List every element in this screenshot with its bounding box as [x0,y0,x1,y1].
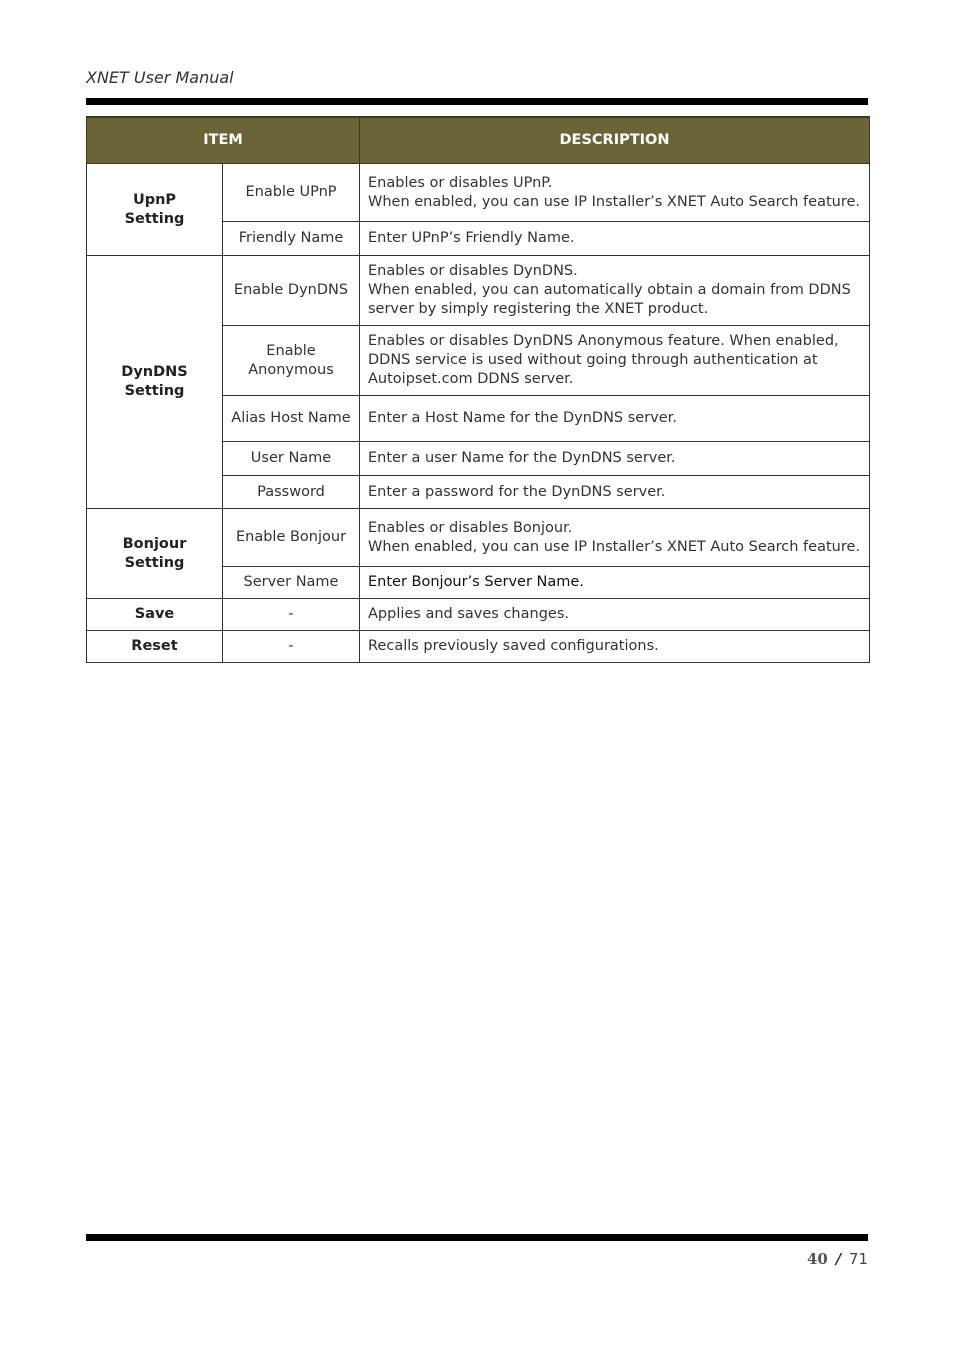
header-rule [86,98,868,105]
item-cell: Password [223,476,360,509]
table-row [87,631,870,663]
description-cell: Enter a Host Name for the DynDNS server. [360,396,870,442]
description-cell [360,164,870,222]
item-cell: Alias Host Name [223,396,360,442]
group-label-line: Bonjour [122,535,187,552]
table-header-row [87,117,870,164]
description-cell: Applies and saves changes. [360,599,870,631]
description-line: When enabled, you can automatically obtain a domain from DDNS server by simply registering the XNET product. [368,282,851,317]
page-total: 71 [848,1250,868,1268]
description-line: When enabled, you can use IP Installer’s XNET Auto Search feature. [368,193,861,210]
column-header-item: ITEM [87,117,360,164]
table-row [87,509,870,567]
description-line: Enables or disables Bonjour. [368,519,573,536]
page-current: 40 [806,1250,828,1268]
group-label-dyndns [87,256,223,509]
item-line: Enable [266,342,316,359]
item-cell: Enable UPnP [223,164,360,222]
group-label-line: Setting [124,210,185,227]
page-number [807,1250,868,1268]
item-cell [223,326,360,396]
footer-rule [86,1234,868,1241]
column-header-description: DESCRIPTION [360,117,870,164]
group-label-line: UpnP [132,191,177,208]
description-cell: Enter a user Name for the DynDNS server. [360,442,870,476]
group-label-line: DynDNS [121,364,188,380]
item-cell: Server Name [223,567,360,599]
group-label-line: Setting [124,554,185,571]
page-separator: / [835,1250,842,1268]
description-line: Enables or disables UPnP. [368,174,553,191]
document-header-title: XNET User Manual [86,68,234,87]
description-line: When enabled, you can use IP Installer’s XNET Auto Search feature. [368,538,861,555]
table-row [87,164,870,222]
description-cell: Enter a password for the DynDNS server. [360,476,870,509]
settings-table [86,116,870,663]
description-cell [360,256,870,326]
description-cell: Enter UPnP’s Friendly Name. [360,222,870,256]
item-cell: - [223,631,360,663]
group-label-line: Setting [124,383,185,399]
item-line: Anonymous [248,361,334,378]
table-row [87,256,870,326]
group-label-save: Save [87,599,223,631]
description-cell [360,509,870,567]
group-label-bonjour [87,509,223,599]
item-cell: Enable Bonjour [223,509,360,567]
description-cell: Recalls previously saved configurations. [360,631,870,663]
group-label-upnp [87,164,223,256]
table-row [87,599,870,631]
description-cell: Enables or disables DynDNS Anonymous feature. When enabled, DDNS service is used without going through authentication at Autoipset.com DDNS server. [360,326,870,396]
item-cell: User Name [223,442,360,476]
description-cell: Enter Bonjour’s Server Name. [360,567,870,599]
description-line: Enables or disables DynDNS. [368,263,578,279]
item-cell: - [223,599,360,631]
group-label-reset: Reset [87,631,223,663]
item-cell: Friendly Name [223,222,360,256]
item-cell: Enable DynDNS [223,256,360,326]
